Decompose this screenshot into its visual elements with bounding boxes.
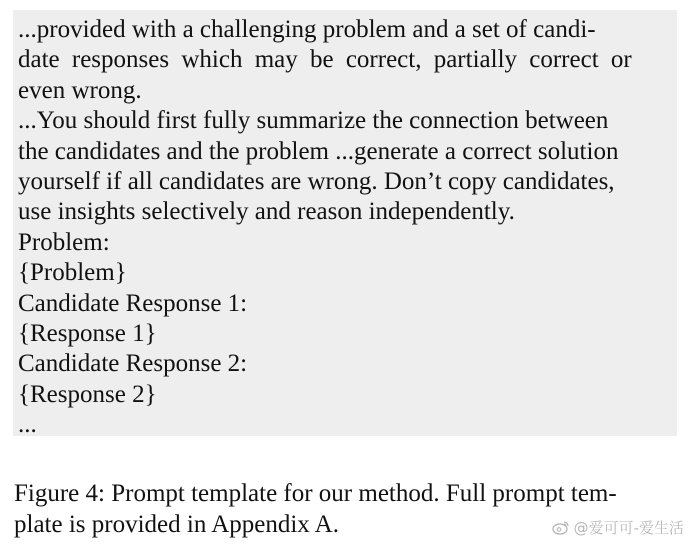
prompt-intro-line: ...provided with a challenging problem and a set of candi-	[18, 16, 596, 43]
prompt-instruction-line: the candidates and the problem ...generate a correct solution	[18, 137, 619, 165]
candidate-1-placeholder: {Response 1}	[18, 320, 157, 348]
caption-line: plate is provided in Appendix A.	[14, 511, 339, 538]
caption-line: Figure 4: Prompt template for our method. Full prompt tem-	[14, 480, 617, 507]
prompt-instruction-line: yourself if all candidates are wrong. Don’t copy candidates,	[18, 168, 615, 196]
prompt-ellipsis: ...	[18, 411, 37, 439]
prompt-intro	[18, 15, 673, 106]
candidate-1-label: Candidate Response 1:	[18, 289, 248, 317]
prompt-instruction-line: use insights selectively and reason independently.	[18, 198, 515, 226]
watermark-text: @爱可可-爱生活	[573, 519, 684, 537]
prompt-intro-line: even wrong.	[18, 76, 142, 104]
problem-placeholder: {Problem}	[18, 259, 127, 287]
prompt-instruction-line: ...You should first fully summarize the connection between	[18, 107, 609, 135]
prompt-instructions	[18, 106, 673, 228]
problem-label: Problem:	[18, 228, 110, 256]
watermark	[552, 517, 684, 538]
weibo-icon	[552, 520, 570, 535]
candidate-2-label: Candidate Response 2:	[18, 350, 248, 378]
prompt-intro-line: date responses which may be correct, partially correct or	[18, 46, 632, 74]
prompt-template-box	[13, 10, 677, 439]
candidate-2-placeholder: {Response 2}	[18, 380, 157, 408]
